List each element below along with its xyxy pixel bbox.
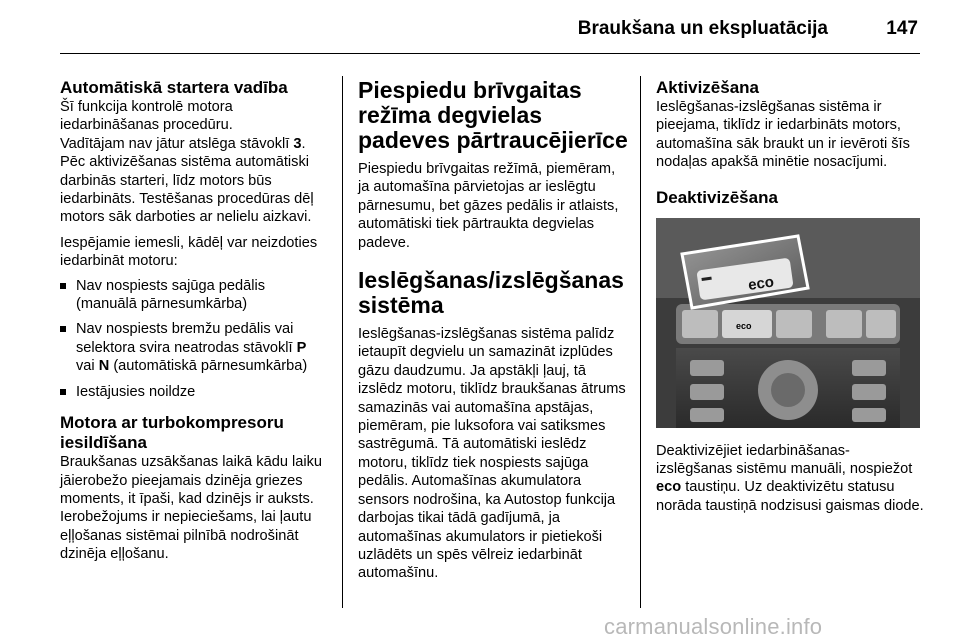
page-header-title: Braukšana un ekspluatācija [577, 18, 828, 39]
header-rule [60, 53, 920, 54]
paragraph: Braukšanas uzsākšanas laikā kādu laiku jāierobežo pieejamais dzinēja griezes moments, it īpaši, kad dzinējs ir auksts. Ierobežojums ir nepieciešams, lai ļautu eļļošanas sistēmai pilnībā nodrošināt dzinēja eļļošanu. [60, 454, 323, 563]
column-middle [358, 78, 630, 583]
eco-label: eco [747, 273, 775, 294]
list-item: Nav nospiests sajūga pedālis (manuālā pārnesumkārba) [60, 277, 328, 314]
section-heading-stop-start: Ieslēgšanas/izslēgšanas sistēma [358, 267, 624, 319]
section-heading-fuel-cutoff: Piespiedu brīvgaitas režīma degvielas padeves pārtraucējierīce [358, 77, 628, 153]
page-header [0, 0, 960, 58]
list-item: Iestājusies noildze [60, 383, 328, 401]
column-right [656, 78, 924, 515]
svg-text:eco: eco [736, 320, 752, 331]
section-heading-autostart: Automātiskā startera vadība [60, 78, 288, 97]
column-divider [342, 76, 343, 608]
section-heading-activation: Aktivizēšana [656, 78, 759, 97]
list-item: Nav nospiests bremžu pedālis vai selektora svira neatrodas stāvoklī P vai N (automātiskā pārnesumkārba) [60, 320, 328, 375]
eco-button-photo [656, 218, 920, 428]
bullet-list [60, 277, 328, 401]
paragraph: Ieslēgšanas-izslēgšanas sistēma ir pieejama, tiklīdz ir iedarbināts motors, automašīna sāk braukt un ir ievēroti šīs nodaļas apakšā minētie nosacījumi. [656, 99, 910, 171]
paragraph: Ieslēgšanas-izslēgšanas sistēma palīdz ietaupīt degvielu un samazināt izplūdes gāzu daudzumu. Ja apstākļi ļauj, tā izslēdz motoru, tiklīdz braukšanas ātrums samazinās vai automašīna apstājas, piemēram, pie luksofora vai satiksmes sastrēgumā. Tā automātiski ieslēdz motoru, tiklīdz tiek nospiests sajūga pedālis. Automašīnas akumulatora sensors nodrošina, ka Autostop funkcija darbojas tikai tādā gadījumā, ja automašīnas akumulators ir pietiekoši uzlādēts un spēs vēlreiz iedarbināt automašīnu. [358, 326, 626, 582]
column-left [60, 78, 328, 564]
section-heading-turbo: Motora ar turbokompresoru iesildīšana [60, 413, 284, 453]
section-heading-deactivation: Deaktivizēšana [656, 187, 778, 207]
paragraph: Piespiedu brīvgaitas režīmā, piemēram, ja automašīna pārvietojas ar ieslēgtu pārnesumu, bet gāzes pedālis ir atlaists, automātiski tiek pārtraukta degvielas padeve. [358, 161, 619, 251]
paragraph: Deaktivizējiet iedarbināšanas-izslēgšanas sistēmu manuāli, nospiežot eco taustiņu. Uz deaktivizētu statusu norāda taustiņā nodzisusi gaismas diode. [656, 442, 924, 514]
paragraph: Iespējamie iemesli, kādēļ var neizdoties iedarbināt motoru: [60, 234, 318, 270]
column-divider [640, 76, 641, 608]
paragraph: Vadītājam nav jātur atslēga stāvoklī 3. Pēc aktivizēšanas sistēma automātiski darbinās starteri, līdz motors būs iedarbināts. Testēšanas procedūras dēļ motors sāk darboties ar nelielu aizkavi. [60, 135, 314, 226]
page-number: 147 [886, 18, 918, 39]
watermark: carmanualsonline.info [604, 614, 823, 639]
paragraph: Šī funkcija kontrolē motora iedarbināšanas procedūru. [60, 99, 233, 134]
